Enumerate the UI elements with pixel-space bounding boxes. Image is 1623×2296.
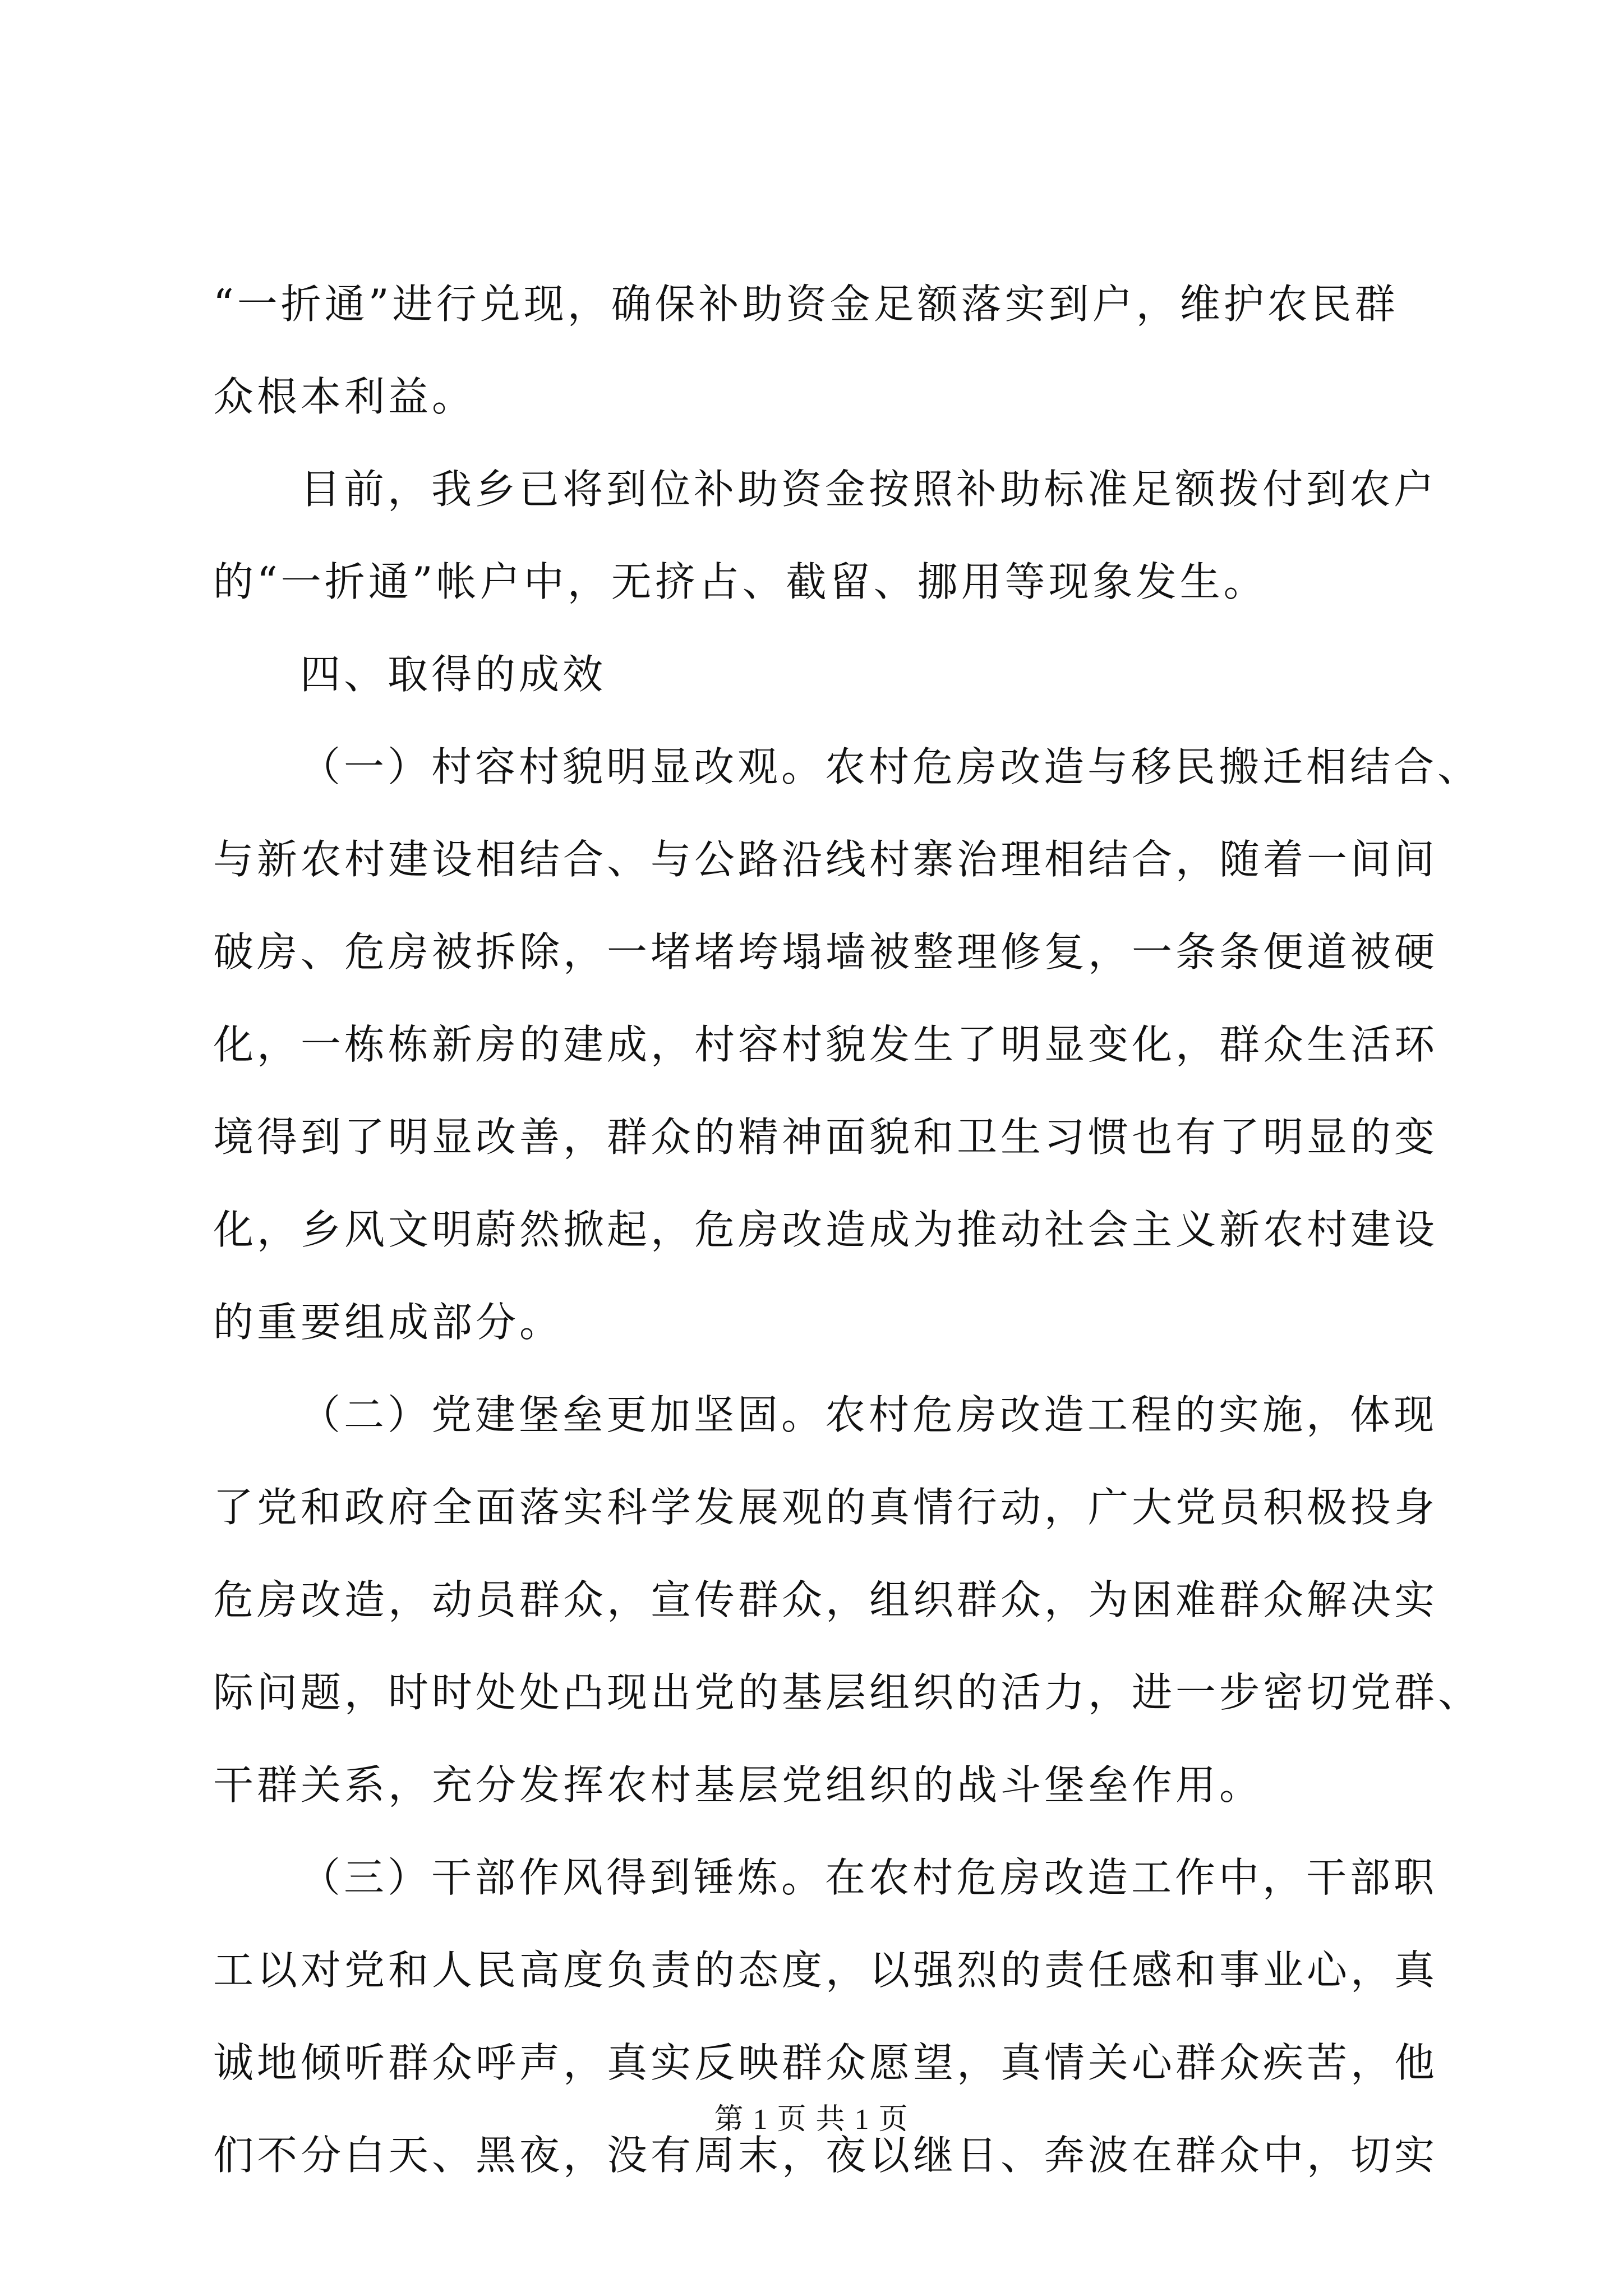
section-heading: 四、取得的成效 [300,651,607,698]
text-line: 破房、危房被拆除，一堵堵垮塌墙被整理修复，一条条便道被硬 [213,928,1438,976]
text-line: 干群关系，充分发挥农村基层党组织的战斗堡垒作用。 [213,1761,1264,1809]
text-line: 化，乡风文明蔚然掀起，危房改造成为推动社会主义新农村建设 [213,1206,1438,1253]
text-line: 的“一折通”帐户中，无挤占、截留、挪用等现象发生。 [213,558,1267,605]
text-line: 目前，我乡已将到位补助资金按照补助标准足额拨付到农户 [300,466,1438,513]
text-line: 工以对党和人民高度负责的态度，以强烈的责任感和事业心，真 [213,1947,1438,1994]
text-line: 境得到了明显改善，群众的精神面貌和卫生习惯也有了明显的变 [213,1114,1438,1161]
text-line: 与新农村建设相结合、与公路沿线村寨治理相结合，随着一间间 [213,836,1438,883]
text-line: 际问题，时时处处凸现出党的基层组织的活力，进一步密切党群、 [213,1669,1482,1716]
text-line: （三）干部作风得到锤炼。在农村危房改造工作中，干部职 [300,1854,1438,1901]
text-line: 了党和政府全面落实科学发展观的真情行动，广大党员积极投身 [213,1484,1438,1531]
text-line: 们不分白天、黑夜，没有周末，夜以继日、奔波在群众中，切实 [213,2132,1438,2179]
document-body [213,258,1482,2202]
text-line: 化，一栋栋新房的建成，村容村貌发生了明显变化，群众生活环 [213,1021,1438,1068]
text-line: （二）党建堡垒更加坚固。农村危房改造工程的实施，体现 [300,1391,1438,1438]
text-line: 众根本利益。 [213,373,476,420]
text-line: 诚地倾听群众呼声，真实反映群众愿望，真情关心群众疾苦，他 [213,2039,1438,2086]
text-line: 的重要组成部分。 [213,1299,564,1346]
page-number-footer: 第 1 页 共 1 页 [714,2104,909,2136]
text-line: （一）村容村貌明显改观。农村危房改造与移民搬迁相结合、 [300,743,1482,790]
text-line: 危房改造，动员群众，宣传群众，组织群众，为困难群众解决实 [213,1576,1438,1623]
text-line: “一折通”进行兑现，确保补助资金足额落实到户，维护农民群 [213,280,1399,328]
